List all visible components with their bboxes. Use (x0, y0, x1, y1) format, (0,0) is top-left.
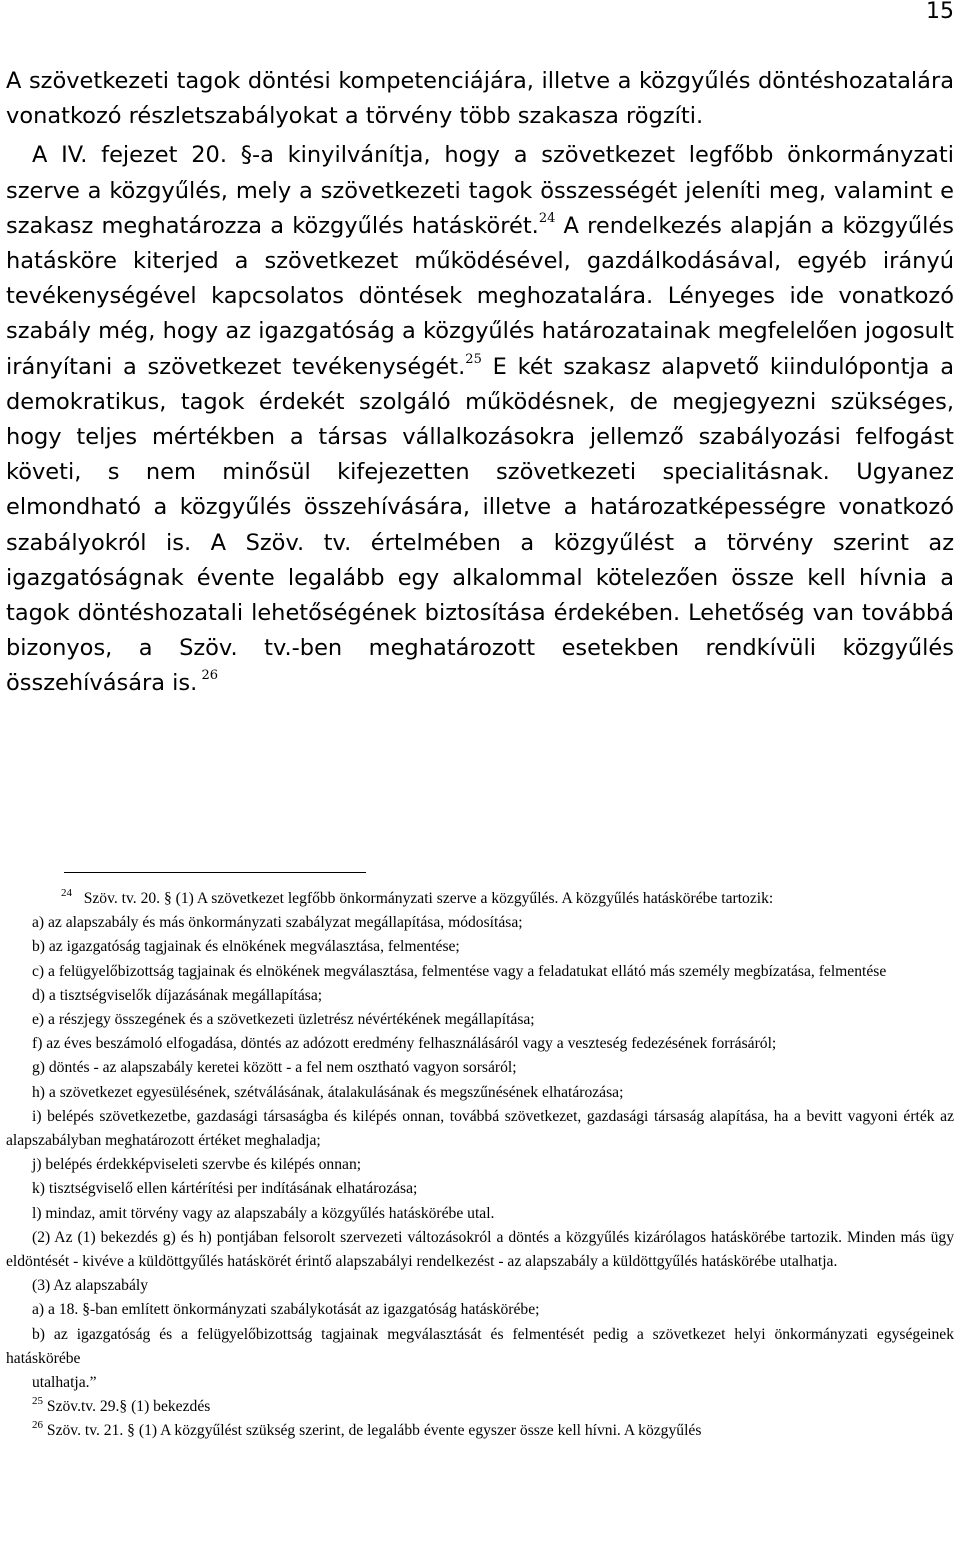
footnote-item: (3) Az alapszabály (32, 1277, 149, 1295)
footnote-ref-24[interactable]: 24 (538, 210, 556, 226)
footnote-item: f) az éves beszámoló elfogadása, döntés az adózott eredmény felhasználásáról vagy a veszteség fedezésének forrásáról; (32, 1035, 777, 1053)
footnote-26 (6, 1419, 954, 1443)
page-number: 15 (926, 0, 954, 24)
footnote-item: h) a szövetkezet egyesülésének, szétválásának, átalakulásának és megszűnésének elhatározása; (32, 1083, 624, 1101)
footnote-item: b) az igazgatóság és a felügyelőbizottság tagjainak megválasztását és felmentését pedig a szövetkezet helyi önkormányzati egységeinek hatáskörébe (6, 1325, 954, 1367)
footnotes (6, 887, 954, 1444)
footnote-ref-25[interactable]: 25 (465, 351, 482, 367)
footnote-ref-26[interactable]: 26 (197, 668, 218, 684)
footnote-item: k) tisztségviselő ellen kártérítési per indításának elhatározása; (32, 1180, 418, 1198)
footnote-26-text: Szöv. tv. 21. § (1) A közgyűlést szükség szerint, de legalább évente egyszer össze kell hívni. A közgyűlés (46, 1422, 702, 1440)
footnote-item: b) az igazgatóság tagjainak és elnökének megválasztása, felmentése; (32, 938, 460, 956)
paragraph-1: A szövetkezeti tagok döntési kompetenciájára, illetve a közgyűlés döntéshozatalára vonatkozó részletszabályokat a törvény több szakasza rögzíti. (6, 68, 954, 130)
footnote-item: e) a részjegy összegének és a szövetkezeti üzletrész névértékének megállapítása; (32, 1011, 535, 1029)
footnote-25-text: Szöv.tv. 29.§ (1) bekezdés (46, 1398, 211, 1416)
footnote-24-mark: 24 (61, 887, 72, 899)
footnote-item: c) a felügyelőbizottság tagjainak és elnökének megválasztása, felmentése vagy a feladatukat ellátó más személy megbízatása, felmentése (32, 962, 887, 980)
footnote-25-mark: 25 (32, 1395, 43, 1408)
paragraph-2 (6, 138, 954, 701)
footnote-item: a) a 18. §-ban említett önkormányzati szabálykotását az igazgatóság hatáskörébe; (32, 1301, 540, 1319)
paragraph-2-part-b: A rendelkezés alapján a közgyűlés hatásköre kiterjed a szövetkezet működésével, gazdálkodásával, egyéb irányú tevékenységével kapcsolatos döntések meghozatalára. Lényeges ide vonatkozó szabály még, hogy az igazgatóság a közgyűlés határozatainak megfelelően jogosult irányítani a szövetkezet tevékenységét. (6, 212, 954, 380)
footnote-24 (6, 887, 954, 911)
footnote-item: j) belépés érdekképviseleti szervbe és kilépés onnan; (32, 1156, 362, 1174)
paragraph-2-part-c: E két szakasz alapvető kiindulópontja a demokratikus, tagok érdekét szolgáló működésnek, de megjegyezni szükséges, hogy teljes mértékben a társas vállalkozásokra jellemző szabályozási felfogást követi, s nem minősül kifejezetten szövetkezeti specialitásnak. Ugyanez elmondható a közgyűlés összehívására, illetve a határozatképességre vonatkozó szabályokról is. A Szöv. tv. értelmében a közgyűlést a törvény szerint az igazgatóságnak évente legalább egy alkalommal kötelezően össze kell hívnia a tagok döntéshozatali lehetőségének biztosítása érdekében. Lehetőség van továbbá bizonyos, a Szöv. tv.-ben meghatározott esetekben rendkívüli közgyűlés összehívására is. (6, 353, 954, 697)
footnote-item: i) belépés szövetkezetbe, gazdasági társaságba és kilépés onnan, továbbá szövetkezet, gazdasági társaság alapítása, ha a bevitt vagyoni érték az alapszabályban meghatározott értéket meghaladja; (6, 1107, 954, 1150)
footnote-item: g) döntés - az alapszabály keretei között - a fel nem osztható vagyon sorsáról; (32, 1059, 517, 1077)
main-text (6, 64, 954, 702)
footnote-26-mark: 26 (32, 1419, 43, 1432)
paragraph-2-part-a: A IV. fejezet 20. §-a kinyilvánítja, hogy a szövetkezet legfőbb önkormányzati szerve a közgyűlés, mely a szövetkezeti tagok összességét jeleníti meg, valamint e szakasz meghatározza a közgyűlés hatáskörét. (6, 142, 954, 239)
footnote-item: l) mindaz, amit törvény vagy az alapszabály a közgyűlés hatáskörébe utal. (32, 1204, 495, 1222)
footnote-separator (64, 872, 366, 873)
footnote-24-text: Szöv. tv. 20. § (1) A szövetkezet legfőbb önkormányzati szerve a közgyűlés. A közgyűlés hatáskörébe tartozik: (83, 890, 774, 907)
footnote-item: d) a tisztségviselők díjazásának megállapítása; (32, 986, 323, 1004)
footnote-item: utalhatja.” (32, 1374, 97, 1392)
footnote-item: (2) Az (1) bekezdés g) és h) pontjában felsorolt szervezeti változásokról a döntés a közgyűlés kizárólagos hatáskörébe tartozik. Minden más ügy eldöntését - kivéve a küldöttgyűlés hatáskörét érintő alapszabályi rendelkezést - az alapszabály a küldöttgyűlés hatáskörébe utalhatja. (6, 1228, 954, 1271)
footnote-25 (6, 1395, 954, 1419)
footnote-item: a) az alapszabály és más önkormányzati szabályzat megállapítása, módosítása; (32, 914, 523, 932)
